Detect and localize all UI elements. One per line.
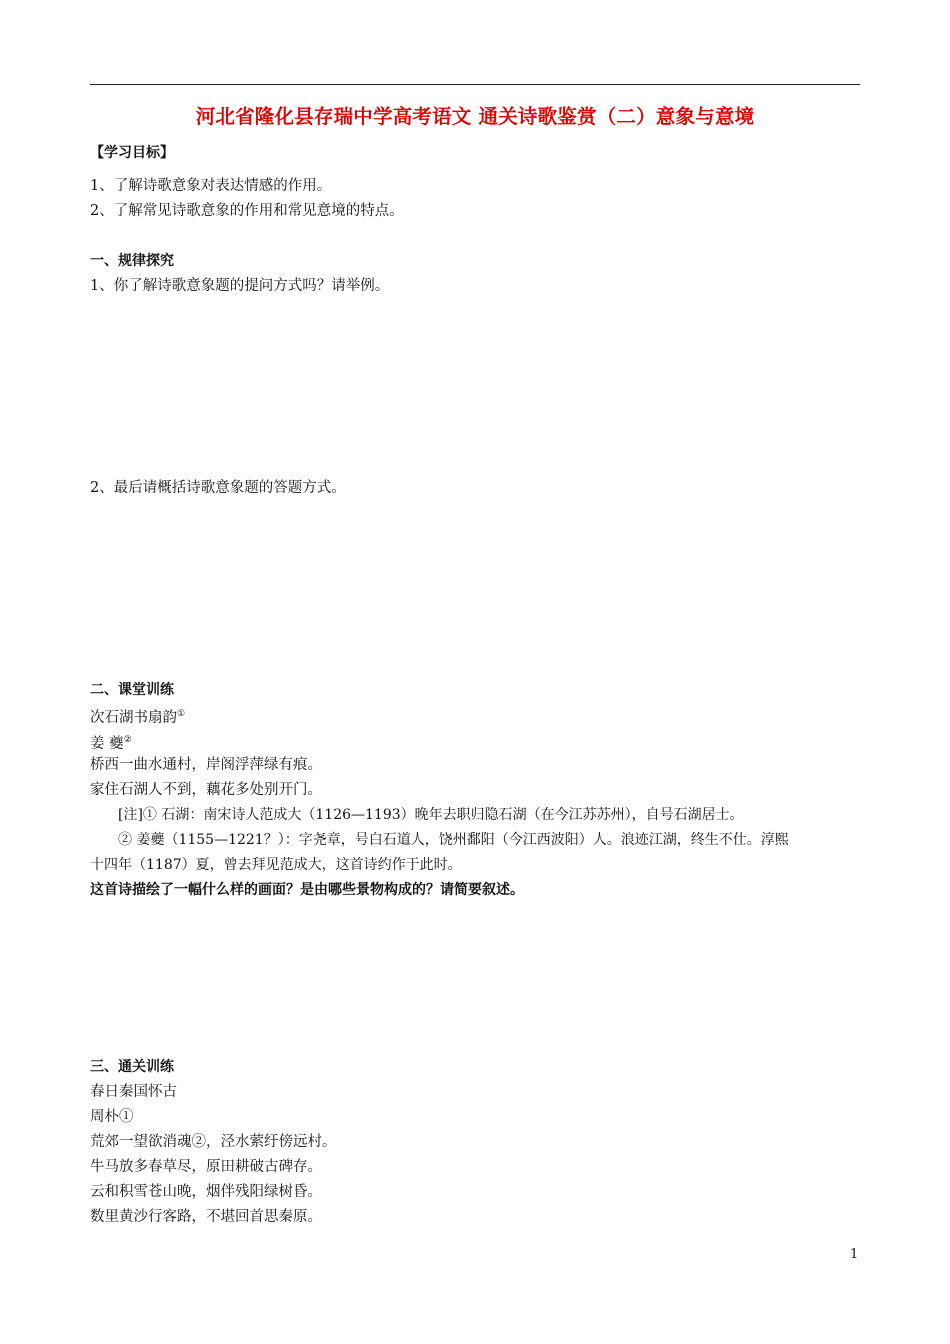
objective-item-2: 2、了解常见诗歌意象的作用和常见意境的特点。 [90,203,404,219]
objectives-heading: 【学习目标】 [90,145,174,161]
document-title: 河北省隆化县存瑞中学高考语文 通关诗歌鉴赏（二）意象与意境 [195,105,755,128]
poem2-author: 周朴① [90,1109,134,1125]
poem1-author-footnote-mark: ② [123,735,132,745]
poem1-note-1: [注]① 石湖：南宋诗人范成大（1126—1193）晚年去职归隐石湖（在今江苏苏州），自号石湖居士。 [118,807,744,823]
section1-heading: 一、规律探究 [90,253,174,269]
poem1-line-2: 家住石湖人不到，藕花多处别开门。 [90,782,322,798]
section1-question-2: 2、最后请概括诗歌意象题的答题方式。 [90,480,346,496]
poem1-author: 姜 夔② [90,735,132,752]
poem2-line-1: 荒郊一望欲消魂②，泾水萦纡傍远村。 [90,1134,337,1150]
page-number: 1 [850,1247,859,1262]
section2-heading: 二、课堂训练 [90,682,174,698]
objective-item-1: 1、了解诗歌意象对表达情感的作用。 [90,178,332,194]
poem1-line-1: 桥西一曲水通村，岸阁浮萍绿有痕。 [90,757,322,773]
poem2-line-3: 云和积雪苍山晚，烟伴残阳绿树昏。 [90,1184,322,1200]
poem1-title: 次石湖书扇韵① [90,709,186,726]
header-rule [90,84,860,85]
section2-question: 这首诗描绘了一幅什么样的画面？是由哪些景物构成的？请简要叙述。 [90,882,524,898]
poem1-title-footnote-mark: ① [177,709,186,719]
poem2-line-2: 牛马放多春草尽，原田耕破古碑存。 [90,1159,322,1175]
poem2-title: 春日秦国怀古 [90,1084,177,1100]
poem1-note-2-line-2: 十四年（1187）夏，曾去拜见范成大，这首诗约作于此时。 [90,857,462,873]
section3-heading: 三、通关训练 [90,1059,174,1075]
poem2-line-4: 数里黄沙行客路，不堪回首思秦原。 [90,1209,322,1225]
poem1-note-2-line-1: ② 姜夔（1155—1221？）：字尧章，号白石道人，饶州鄱阳（今江西波阳）人。浪迹江湖，终生不仕。淳熙 [118,832,789,848]
section1-question-1: 1、你了解诗歌意象题的提问方式吗？请举例。 [90,278,390,294]
